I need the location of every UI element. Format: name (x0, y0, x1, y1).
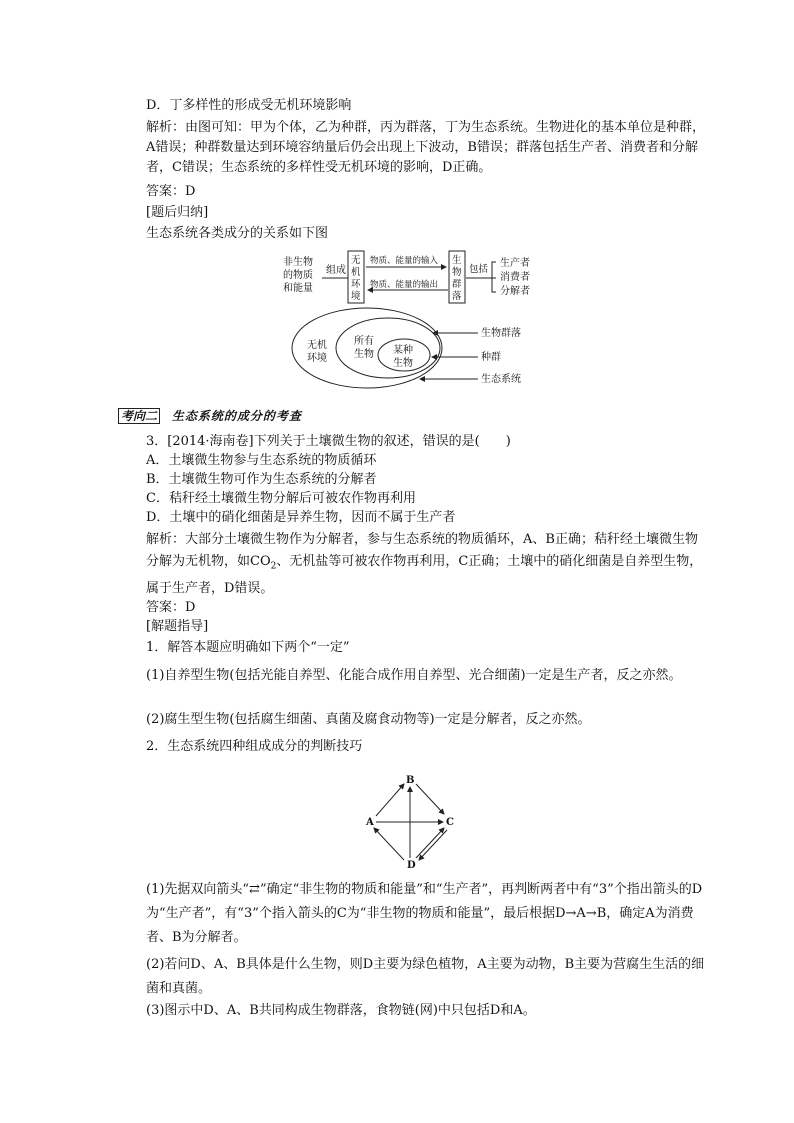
section-tag: 考向二 (118, 408, 160, 424)
decomposer-label: 分解者 (500, 286, 530, 297)
env-char-3: 环 (351, 279, 361, 290)
legend-population: 种群 (481, 352, 501, 363)
guide-point1: 1．解答本题应明确如下两个“一定” (146, 640, 350, 655)
guide-point2-2: (2)若问D、A、B具体是什么生物，则D主要为绿色植物，A主要为动物，B主要为营腐生生活的细菌和真菌。 (146, 957, 705, 996)
inner-label-1: 某种 (393, 345, 413, 356)
nonliving-line-2: 的物质 (283, 270, 313, 281)
env-char-2: 机 (351, 267, 361, 278)
co2-subscript: 2 (270, 561, 277, 572)
arrow-a-to-b (376, 784, 404, 816)
community-char-2: 物 (452, 267, 462, 278)
component-judgment-diagram (358, 772, 468, 872)
q3-option-c: C．秸秆经土壤微生物分解后可被农作物再利用 (146, 491, 416, 506)
outer-label-1: 无机 (307, 340, 327, 351)
guide-point2-1: (1)先据双向箭头“⇄”确定“非生物的物质和能量”和“生产者”，再判断两者中有“3”个指出箭头的D为“生产者”，有“3”个指入箭头的C为“非生物的物质和能量”，最后根据D→A→B，确定A为消费者、B为分解者。 (146, 882, 703, 945)
q3-stem: 3．[2014·海南卷]下列关于土壤微生物的叙述，错误的是( ) (146, 434, 511, 449)
nonliving-line-3: 和能量 (283, 283, 313, 294)
compose-label: 组成 (326, 265, 346, 276)
consumer-label: 消费者 (500, 272, 530, 283)
community-char-1: 生 (452, 255, 462, 266)
guide-heading: [解题指导] (146, 619, 209, 634)
arrow-c-to-d (419, 830, 447, 860)
guide-point2-3: (3)图示中D、A、B共同构成生物群落，食物链(网)中只包括D和A。 (146, 1003, 536, 1018)
input-label: 物质、能量的输入 (370, 256, 439, 266)
q3-option-a: A．土壤微生物参与生态系统的物质循环 (146, 453, 377, 468)
node-b: B (406, 775, 415, 786)
include-bracket (492, 262, 496, 292)
guide-point1-2: (2)腐生型生物(包括腐生细菌、真菌及腐食动物等)一定是分解者，反之亦然。 (146, 712, 591, 727)
community-ellipse (336, 318, 440, 378)
q3-analysis-part1: 解析：大部分土壤微生物作为分解者，参与生态系统的物质循环，A、B正确；秸秆经土壤微生物分解为无机物，如CO (146, 532, 698, 569)
section-title: 生态系统的成分的考查 (171, 409, 302, 423)
q3-analysis (118, 529, 706, 600)
node-a: A (366, 817, 374, 828)
guide-point1-1: (1)自养型生物(包括光能自养型、化能合成作用自养型、光合细菌)一定是生产者，反之亦然。 (146, 668, 682, 683)
middle-label-1: 所有 (354, 336, 374, 347)
q3-option-b: B．土壤微生物可作为生态系统的分解者 (146, 472, 377, 487)
include-label: 包括 (469, 264, 489, 275)
arrow-d-to-c (416, 828, 444, 858)
summary-caption: 生态系统各类成分的关系如下图 (146, 226, 329, 241)
node-c: C (446, 817, 454, 828)
q2-answer: 答案：D (146, 184, 196, 199)
q2-analysis (118, 118, 706, 178)
producer-label: 生产者 (500, 258, 530, 269)
q3-option-d: D．土壤中的硝化细菌是异养生物，因而不属于生产者 (146, 510, 456, 525)
q3-answer: 答案：D (146, 600, 196, 615)
output-label: 物质、能量的输出 (370, 280, 439, 290)
section-header (118, 406, 678, 426)
community-char-4: 落 (452, 291, 462, 302)
env-char-4: 境 (351, 291, 361, 302)
summary-heading: [题后归纳] (146, 205, 209, 220)
legend-ecosystem: 生态系统 (481, 374, 521, 385)
middle-label-2: 生物 (354, 349, 374, 360)
q3-analysis-part2: 、无机盐等可被农作物再利用，C正确；土壤中的硝化细菌是自养型生物，属于生产者，D错误。 (146, 554, 703, 596)
env-char-1: 无 (351, 255, 361, 266)
q2-option-d: D．丁多样性的形成受无机环境影响 (146, 98, 352, 113)
q2-analysis-text: 解析：由图可知：甲为个体，乙为种群，丙为群落，丁为生态系统。生物进化的基本单位是种群，A错误；种群数量达到环境容纳量后仍会出现上下波动，B错误；群落包括生产者、消费者和分解者，C错误；生态系统的多样性受无机环境的影响，D正确。 (146, 120, 706, 175)
inner-label-2: 生物 (393, 358, 413, 369)
node-d: D (407, 860, 416, 871)
ecosystem-relationship-diagram (280, 248, 560, 393)
guide-point2: 2．生态系统四种组成成分的判断技巧 (146, 739, 363, 754)
arrow-d-to-a (374, 828, 404, 860)
outer-label-2: 环境 (307, 353, 327, 364)
nonliving-line-1: 非生物 (283, 257, 313, 268)
arrow-b-to-c (416, 784, 444, 814)
legend-community: 生物群落 (481, 328, 521, 339)
community-char-3: 群 (452, 279, 462, 290)
